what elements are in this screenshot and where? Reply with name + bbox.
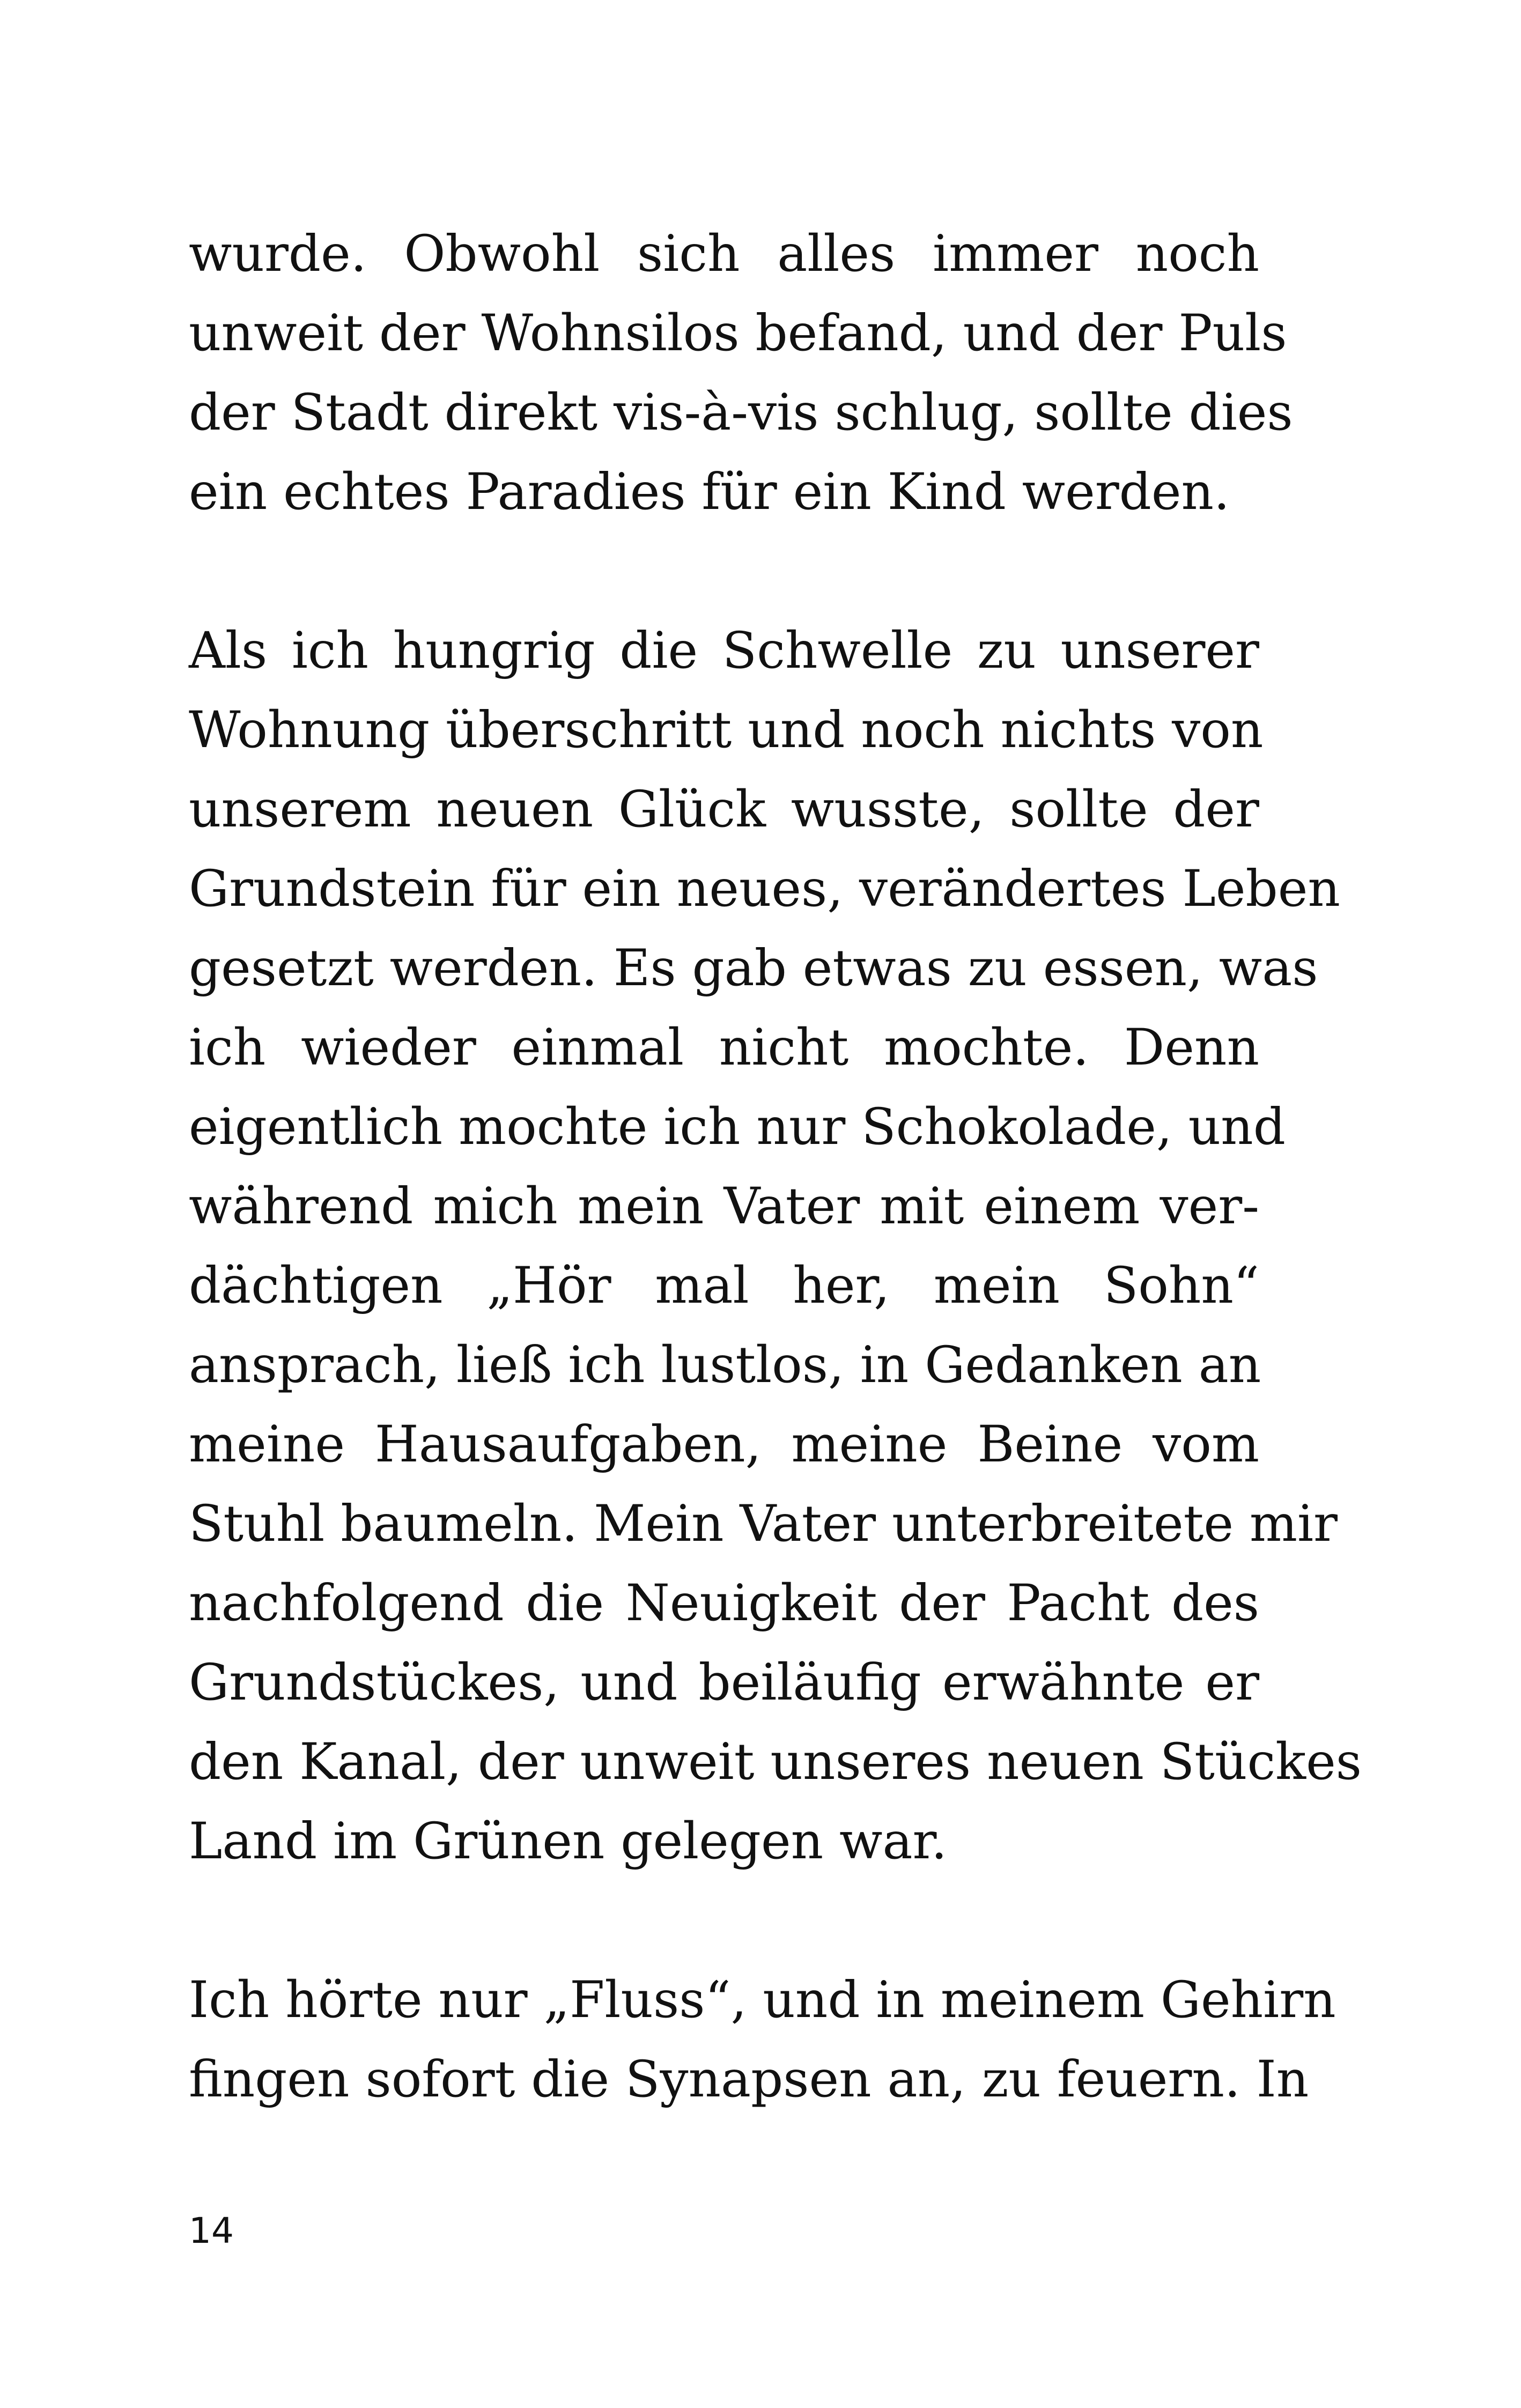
paragraph-3	[189, 1961, 1336, 2119]
text-line: Stuhl baumeln. Mein Vater unterbreitete mir	[189, 1495, 1338, 1553]
text-line: unweit der Wohnsilos befand, und der Puls	[189, 304, 1287, 363]
paragraph-spacer	[189, 1881, 1259, 1961]
paragraph-2	[189, 611, 1362, 1881]
text-line: Ich hörte nur „Fluss“, und in meinem Gehirn	[189, 1971, 1336, 2029]
text-line: Wohnung überschritt und noch nichts von	[189, 701, 1264, 759]
text-line: Als ich hungrig die Schwelle zu unserer	[189, 622, 1259, 680]
text-line: ein echtes Paradies für ein Kind werden.	[189, 463, 1230, 521]
text-line: Grundstein für ein neues, verändertes Leben	[189, 860, 1340, 918]
text-line: fingen sofort die Synapsen an, zu feuern. In	[189, 2050, 1309, 2109]
text-line: dächtigen „Hör mal her, mein Sohn“	[189, 1257, 1259, 1315]
text-line: Grundstückes, und beiläufig erwähnte er	[189, 1653, 1259, 1712]
text-line: wurde. Obwohl sich alles immer noch	[189, 225, 1259, 283]
text-line: nachfolgend die Neuigkeit der Pacht des	[189, 1574, 1259, 1633]
text-line: ansprach, ließ ich lustlos, in Gedanken an	[189, 1336, 1261, 1394]
text-line: ich wieder einmal nicht mochte. Denn	[189, 1018, 1259, 1077]
text-line: während mich mein Vater mit einem ver-	[189, 1177, 1259, 1236]
page-number: 14	[189, 2210, 234, 2251]
text-line: der Stadt direkt vis-à-vis schlug, sollte dies	[189, 383, 1293, 442]
body-text	[189, 215, 1362, 2119]
text-line: den Kanal, der unweit unseres neuen Stückes	[189, 1733, 1362, 1791]
text-line: eigentlich mochte ich nur Schokolade, und	[189, 1098, 1286, 1156]
paragraph-1	[189, 215, 1293, 532]
text-line: unserem neuen Glück wusste, sollte der	[189, 780, 1259, 839]
text-line: Land im Grünen gelegen war.	[189, 1812, 947, 1871]
paragraph-spacer	[189, 532, 1259, 611]
text-line: gesetzt werden. Es gab etwas zu essen, was	[189, 939, 1318, 998]
text-line: meine Hausaufgaben, meine Beine vom	[189, 1415, 1259, 1474]
